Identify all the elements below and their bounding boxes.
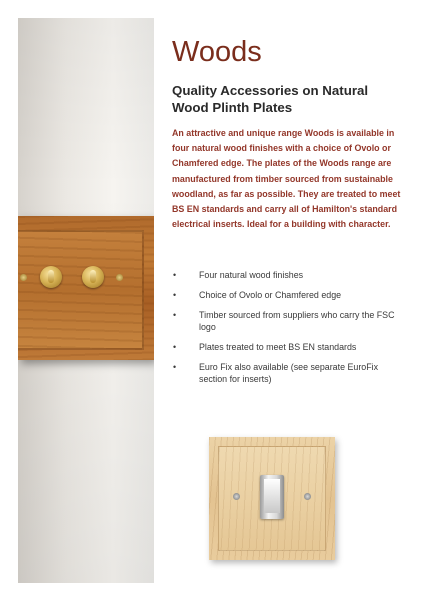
brass-toggle-switch [82, 266, 104, 288]
brass-screw [20, 274, 27, 281]
chrome-rocker-switch [260, 475, 284, 519]
bullet-icon: • [173, 310, 177, 320]
feature-text: Choice of Ovolo or Chamfered edge [199, 290, 342, 300]
dark-oak-plate [18, 216, 154, 360]
product-photo-light-oak-rocker-switch [209, 437, 335, 560]
list-item [172, 361, 402, 385]
list-item [172, 341, 402, 353]
bullet-icon: • [173, 290, 177, 300]
page-title: Woods [172, 36, 262, 68]
feature-list [172, 269, 402, 393]
brass-screw [116, 274, 123, 281]
bullet-icon: • [173, 270, 177, 280]
chrome-screw [233, 493, 240, 500]
list-item [172, 309, 402, 333]
intro-paragraph: An attractive and unique range Woods is available in four natural wood finishes with a choice of Ovolo or Chamfered edge. The plates of the Woods range are manufactured from timber sourced from sustainable woodland, as far as possible. They are treated to meet BS EN standards and carry all of Hamilton's standard electrical inserts. Ideal for a building with character. [172, 128, 401, 230]
bullet-icon: • [173, 342, 177, 352]
page-subtitle: Quality Accessories on Natural Wood Plinth Plates [172, 83, 369, 115]
feature-text: Euro Fix also available (see separate EuroFix section for inserts) [199, 362, 379, 384]
brass-toggle-switch [40, 266, 62, 288]
feature-text: Timber sourced from suppliers who carry the FSC logo [199, 310, 395, 332]
chrome-screw [304, 493, 311, 500]
product-photo-dark-oak-toggle-switch [18, 18, 154, 583]
feature-text: Four natural wood finishes [199, 270, 304, 280]
bullet-icon: • [173, 362, 177, 372]
list-item [172, 289, 402, 301]
list-item [172, 269, 402, 281]
dark-oak-plate-bevel [18, 230, 144, 350]
feature-text: Plates treated to meet BS EN standards [199, 342, 357, 352]
